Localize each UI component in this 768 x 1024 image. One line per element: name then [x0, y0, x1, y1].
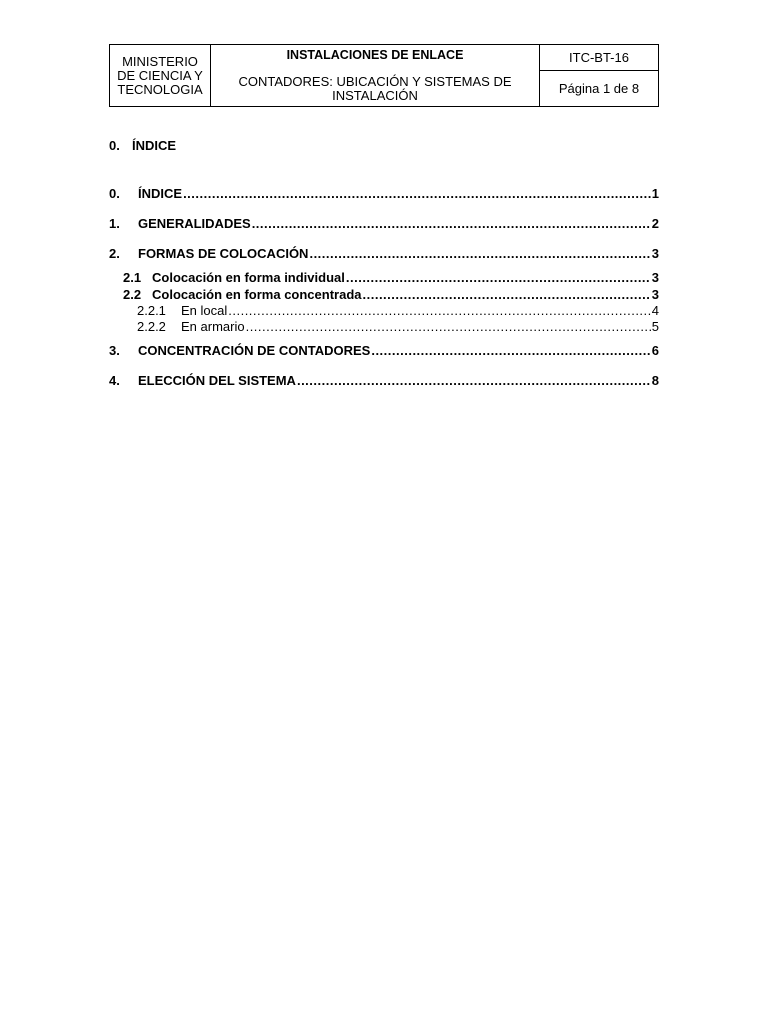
toc-number: 1.	[109, 216, 120, 231]
toc-title: ÍNDICE	[138, 186, 183, 201]
document-code: ITC-BT-16	[540, 45, 659, 71]
ministry-cell	[110, 45, 211, 107]
toc-title: Colocación en forma individual	[152, 270, 345, 285]
toc-entry-indice[interactable]	[109, 186, 659, 201]
toc-leader	[309, 246, 650, 261]
toc-leader	[371, 343, 650, 358]
page-indicator: Página 1 de 8	[540, 71, 659, 107]
toc-title: GENERALIDADES	[138, 216, 251, 231]
toc-number: 2.1	[123, 270, 142, 285]
ministry-line: TECNOLOGIA	[117, 81, 203, 97]
section-number: 0.	[109, 138, 120, 153]
toc-entry-concentracion-de-contadores[interactable]	[109, 343, 659, 358]
toc-leader	[297, 373, 651, 388]
toc-page: 5	[651, 319, 659, 334]
toc-title: FORMAS DE COLOCACIÓN	[138, 246, 309, 261]
toc-number: 2.2	[123, 287, 142, 302]
toc-entry-en-armario[interactable]	[109, 319, 659, 334]
toc-page: 1	[651, 186, 659, 201]
title-cell	[211, 45, 540, 107]
toc-entry-en-local[interactable]	[109, 303, 659, 318]
subtitle-line: CONTADORES: UBICACIÓN Y SISTEMAS DE	[238, 74, 512, 89]
subtitle-line: INSTALACIÓN	[332, 88, 418, 103]
toc-page: 4	[651, 303, 659, 318]
toc-page: 2	[651, 216, 659, 231]
toc-title: En armario	[181, 319, 245, 334]
toc-title: En local	[181, 303, 228, 318]
toc-leader	[346, 270, 651, 285]
document-header	[109, 44, 659, 107]
toc-number: 0.	[109, 186, 120, 201]
toc-title: ELECCIÓN DEL SISTEMA	[138, 373, 296, 388]
toc-number: 2.2.1	[137, 303, 166, 318]
toc-page: 6	[651, 343, 659, 358]
toc-number: 4.	[109, 373, 120, 388]
toc-entry-formas-de-colocacion[interactable]	[109, 246, 659, 261]
toc-entry-generalidades[interactable]	[109, 216, 659, 231]
toc-title: CONCENTRACIÓN DE CONTADORES	[138, 343, 371, 358]
toc-leader	[183, 186, 651, 201]
document-subtitle	[211, 75, 539, 103]
toc-leader	[252, 216, 651, 231]
toc-number: 2.2.2	[137, 319, 166, 334]
toc-entry-colocacion-concentrada[interactable]	[109, 287, 659, 302]
toc-page: 3	[651, 246, 659, 261]
document-title: INSTALACIONES DE ENLACE	[286, 48, 464, 62]
toc-page: 8	[651, 373, 659, 388]
toc-leader	[228, 303, 651, 318]
toc-leader	[246, 319, 651, 334]
toc-number: 3.	[109, 343, 120, 358]
toc-entry-colocacion-individual[interactable]	[109, 270, 659, 285]
toc-entry-eleccion-del-sistema[interactable]	[109, 373, 659, 388]
ministry-line: DE CIENCIA Y	[117, 67, 203, 83]
toc-number: 2.	[109, 246, 120, 261]
toc-page: 3	[651, 287, 659, 302]
toc-page: 3	[651, 270, 659, 285]
section-heading	[109, 138, 176, 154]
toc-leader	[363, 287, 651, 302]
section-title: ÍNDICE	[132, 138, 177, 153]
toc-title: Colocación en forma concentrada	[152, 287, 362, 302]
ministry-line: MINISTERIO	[122, 53, 198, 69]
